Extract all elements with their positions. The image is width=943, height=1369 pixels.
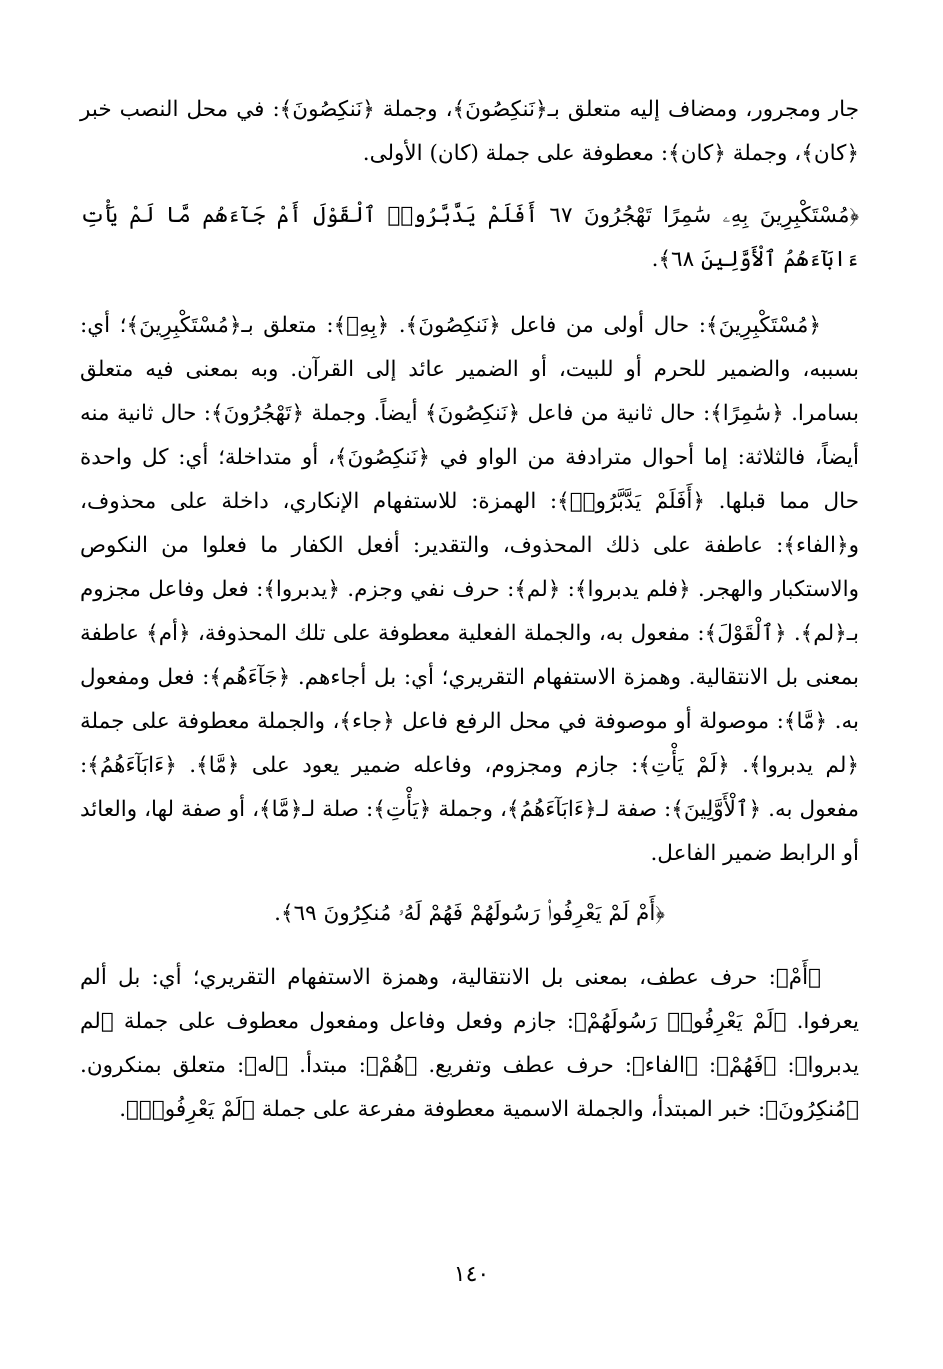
quran-verse-69: ﴿أَمْ لَمْ يَعْرِفُوا۟ رَسُولَهُمْ فَهُمْ لَهُۥ مُنكِرُونَ ٦٩﴾.: [274, 901, 665, 926]
paragraph-3: ﴿أَمْ﴾: حرف عطف، بمعنى بل الانتقالية، وهمزة الاستفهام التقريري؛ أي: بل ألم يعرفوا. ﴿لَمْ يَعْرِفُوا۟ رَسُولَهُمْ﴾: جازم وفعل وفاعل ومفعول معطوف على جملة ﴿لم يدبروا﴾: ﴿فَهُمْ﴾: ﴿الفاء﴾: حرف عطف وتفريع. ﴿هُمْ﴾: مبتدأ. ﴿له﴾: متعلق بمنكرون. ﴿مُنكِرُونَ﴾: خبر المبتدأ، والجملة الاسمية معطوفة مفرعة على جملة ﴿لَمْ يَعْرِفُوا۟﴾.: [80, 965, 859, 1122]
paragraph-2: ﴿مُسْتَكْبِرِينَ﴾: حال أولى من فاعل ﴿نَنكِصُونَ﴾. ﴿بِهِۦ﴾: متعلق بـ﴿مُسْتَكْبِرِينَ﴾؛ أي: بسببه، والضمير للحرم أو للبيت، أو الضمير عائد إلى القرآن. وبه بمعنى فيه متعلق بسامرا. ﴿سَٰمِرًا﴾: حال ثانية من فاعل ﴿نَنكِصُونَ﴾ أيضاً. وجملة ﴿تَهْجُرُونَ﴾: حال ثانية منه أيضاً، فالثلاثة: إما أحوال مترادفة من الواو في ﴿نَنكِصُونَ﴾، أو متداخلة؛ أي: كل واحدة حال مما قبلها. ﴿أَفَلَمْ يَدَّبَّرُوا۟﴾: الهمزة: للاستفهام الإنكاري، داخلة على محذوف، و﴿الفاء﴾: عاطفة على ذلك المحذوف، والتقدير: أفعل الكفار ما فعلوا من النكوص والاستكبار والهجر. ﴿فلم يدبروا﴾: ﴿لم﴾: حرف نفي وجزم. ﴿يدبروا﴾: فعل وفاعل مجزوم بـ﴿لم﴾. ﴿ٱلْقَوْلَ﴾: مفعول به، والجملة الفعلية معطوفة على تلك المحذوفة، ﴿أم﴾ عاطفة بمعنى بل الانتقالية. وهمزة الاستفهام التقريري؛ أي: بل أجاءهم. ﴿جَآءَهُم﴾: فعل ومفعول به. ﴿مَّا﴾: موصولة أو موصوفة في محل الرفع فاعل ﴿جاء﴾، والجملة معطوفة على جملة ﴿لم يدبروا﴾. ﴿لَمْ يَأْتِ﴾: جازم ومجزوم، وفاعله ضمير يعود على ﴿مَّا﴾. ﴿ءَابَآءَهُمُ﴾: مفعول به. ﴿ٱلْأَوَّلِينَ﴾: صفة لـ﴿ءَابَآءَهُمُ﴾، وجملة ﴿يَأْتِ﴾: صلة لـ﴿مَّا﴾، أو صفة لها، والعائد أو الرابط ضمير الفاعل.: [80, 313, 859, 866]
paragraph-1: جار ومجرور، ومضاف إليه متعلق بـ﴿نَنكِصُونَ﴾، وجملة ﴿نَنكِصُونَ﴾: في محل النصب خبر ﴿كان﴾، وجملة ﴿كان﴾: معطوفة على جملة (كان) الأولى.: [80, 97, 859, 166]
quran-verse-67-68: ﴿مُسْتَكْبِرِينَ بِهِۦ سَٰمِرًا تَهْجُرُونَ ٦٧ أَفَلَمْ يَدَّبَّرُوا۟ ٱلْقَوْلَ أَمْ جَآءَهُم مَّا لَمْ يَأْتِ ءَابَآءَهُمُ ٱلْأَوَّلِينَ ٦٨﴾.: [80, 203, 859, 272]
page-number: ١٤٠: [453, 1262, 490, 1287]
